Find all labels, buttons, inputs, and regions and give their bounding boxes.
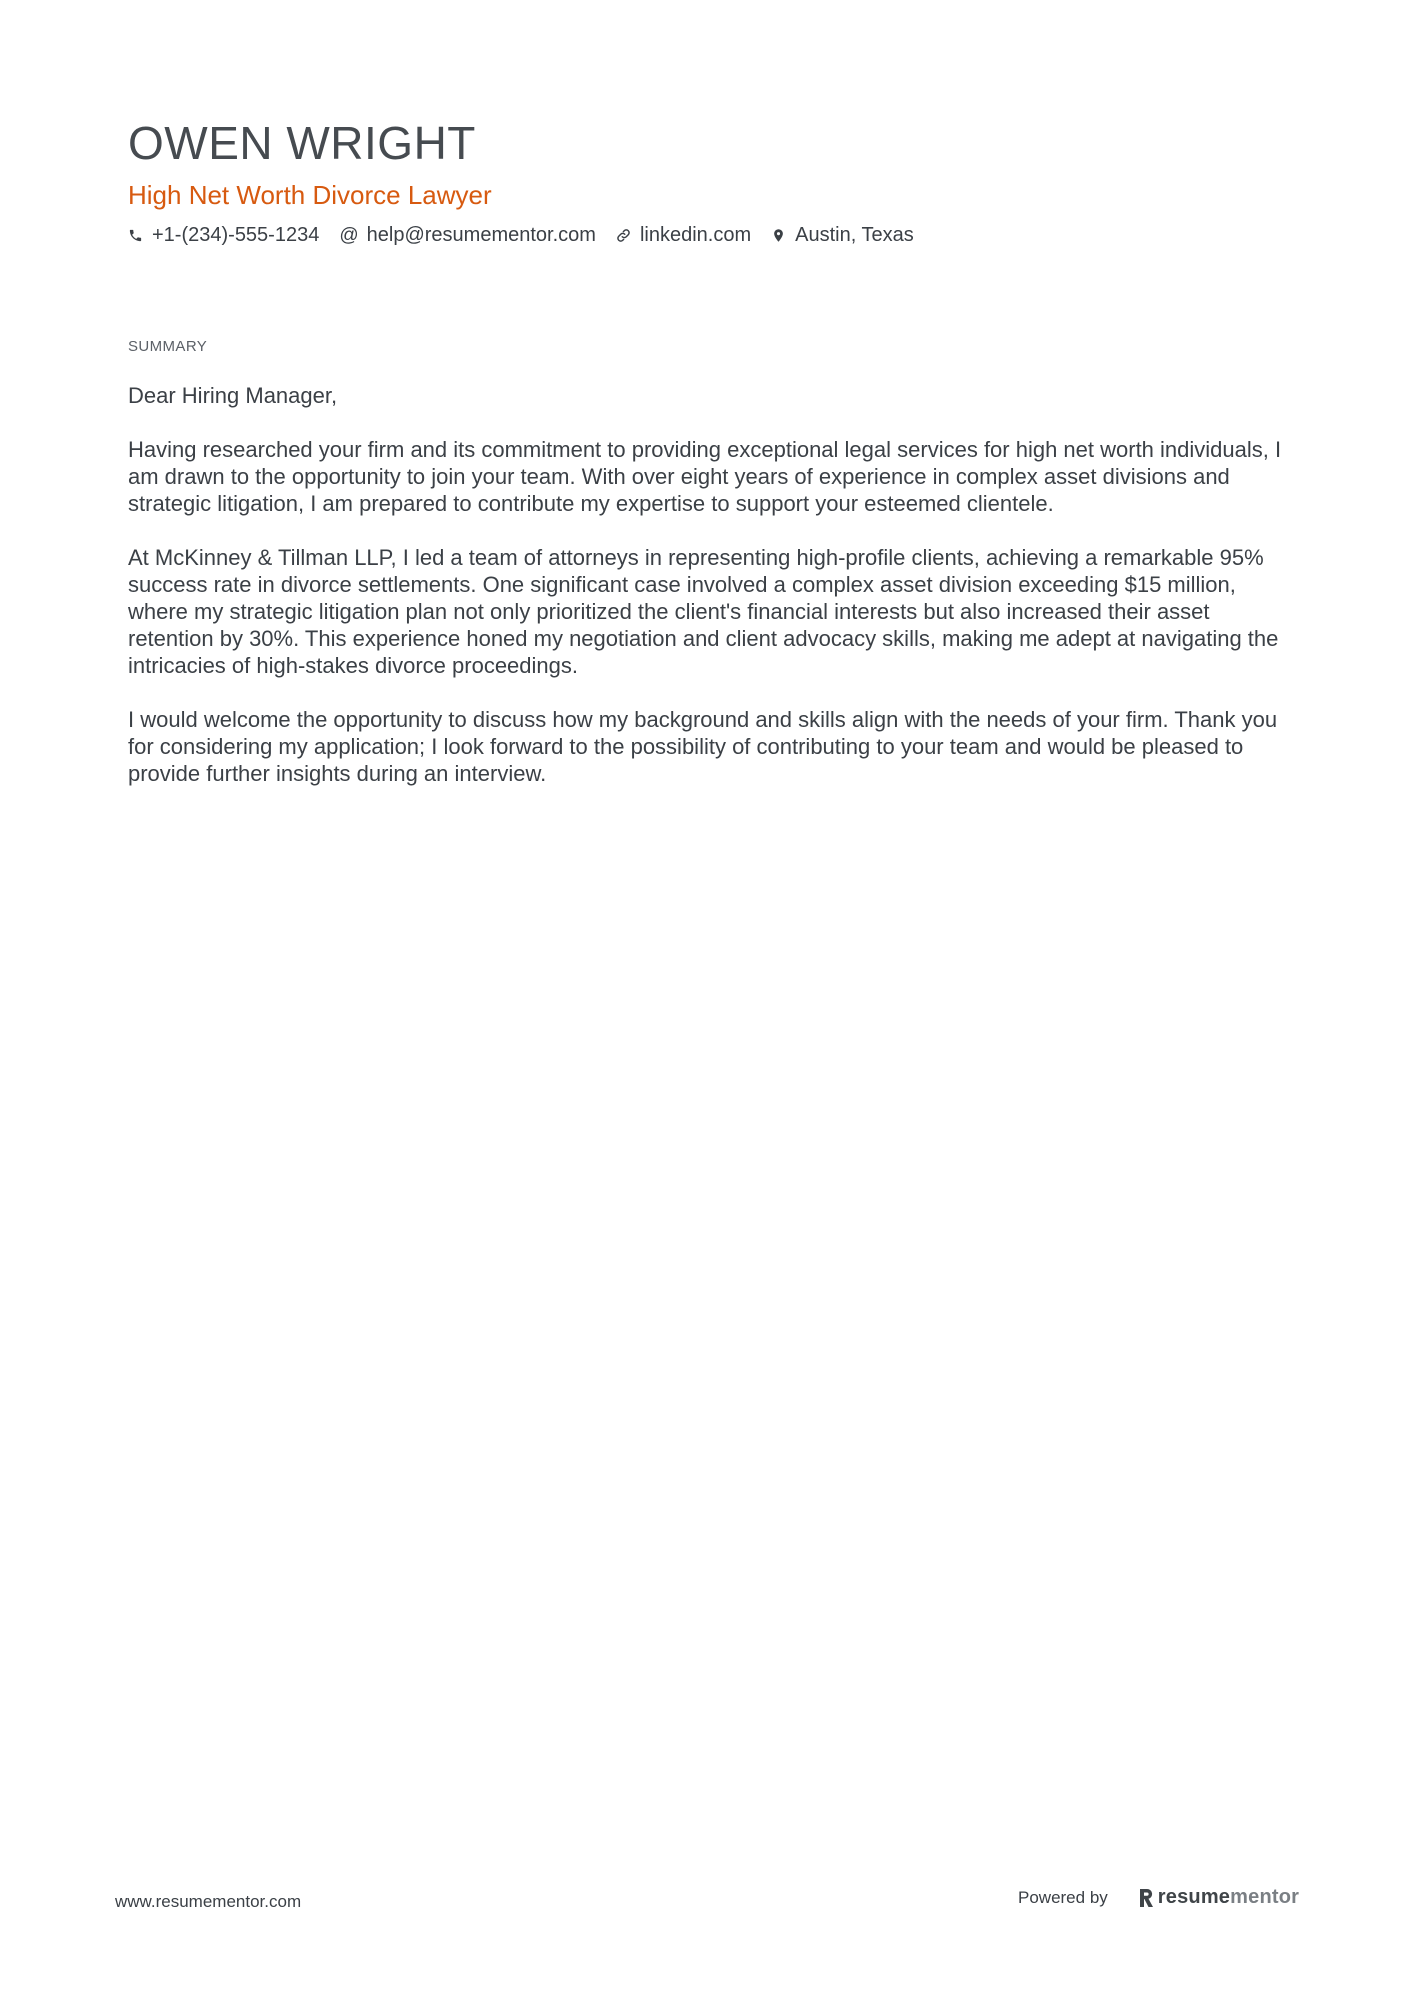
location-text: Austin, Texas <box>795 224 914 246</box>
section-heading-summary: SUMMARY <box>128 338 208 355</box>
map-pin-icon <box>771 228 786 243</box>
contact-location <box>771 220 914 250</box>
paragraph-intro: Having researched your firm and its commitment to providing exceptional legal services for high net worth individuals, I am drawn to the opportunity to join your team. With over eight years of experience in complex asset divisions and strategic litigation, I am prepared to contribute my expertise to support your esteemed clientele. <box>128 437 1282 516</box>
brand-logo[interactable] <box>1138 1886 1299 1909</box>
phone-icon <box>128 228 143 243</box>
candidate-name: OWEN WRIGHT <box>128 117 476 169</box>
paragraph-closing: I would welcome the opportunity to discuss how my background and skills align with the needs of your firm. Thank you for considering my application; I look forward to the possibility of contributing to your team and would be pleased to provide further insights during an interview. <box>128 707 1278 786</box>
contact-linkedin[interactable] <box>616 220 751 250</box>
job-title: High Net Worth Divorce Lawyer <box>128 180 492 210</box>
letter-body <box>128 382 1298 814</box>
contact-email[interactable] <box>339 220 596 250</box>
greeting: Dear Hiring Manager, <box>128 383 338 408</box>
linkedin-text[interactable]: linkedin.com <box>639 224 752 246</box>
resumementor-logo-icon <box>1138 1888 1154 1908</box>
brand-name-bold: resume <box>1157 1886 1231 1908</box>
contact-phone <box>128 220 319 250</box>
brand-name-light: mentor <box>1230 1886 1300 1908</box>
phone-text: +1-(234)-555-1234 <box>152 224 320 246</box>
at-icon: @ <box>339 224 359 246</box>
email-text[interactable]: help@resumementor.com <box>366 224 596 246</box>
powered-by-text: Powered by <box>1018 1887 1108 1907</box>
footer-branding <box>1018 1886 1299 1909</box>
header <box>128 116 1288 250</box>
footer-website[interactable]: www.resumementor.com <box>115 1892 302 1911</box>
paragraph-experience: At McKinney & Tillman LLP, I led a team of attorneys in representing high-profile clients, achieving a remarkable 95% success rate in divorce settlements. One significant case involved a complex asset division exceeding $15 million, where my strategic litigation plan not only prioritized the client's financial interests but also increased their asset retention by 30%. This experience honed my negotiation and client advocacy skills, making me adept at navigating the intricacies of high-stakes divorce proceedings. <box>128 545 1279 678</box>
link-icon <box>616 228 631 243</box>
contact-info <box>128 220 1288 250</box>
